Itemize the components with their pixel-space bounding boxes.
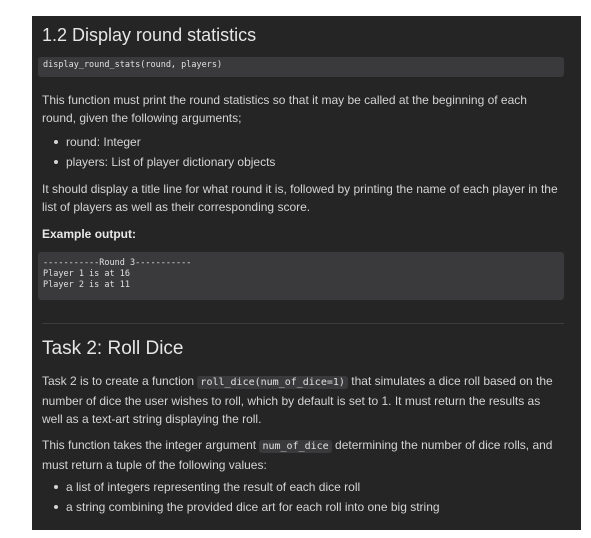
list-item <box>52 498 440 518</box>
arguments-list <box>52 133 275 173</box>
bullet-icon <box>54 160 58 164</box>
example-output-label: Example output: <box>42 227 137 241</box>
list-item <box>52 133 275 153</box>
section-heading-display-round-stats: 1.2 Display round statistics <box>42 25 257 45</box>
task-2-paragraph-2 <box>42 436 564 474</box>
document-page <box>32 16 581 530</box>
return-value-list-of-integers: a list of integers representing the result of each dice roll <box>66 480 361 494</box>
list-item <box>52 153 275 173</box>
list-item <box>52 478 440 498</box>
example-output-code: -----------Round 3----------- Player 1 is at 16 Player 2 is at 11 <box>38 252 564 300</box>
bullet-icon <box>54 140 58 144</box>
roll-dice-signature-code: roll_dice(num_of_dice=1) <box>197 376 348 389</box>
task-2-text: Task 2 is to create a function <box>42 374 198 388</box>
bullet-icon <box>54 505 58 509</box>
section-heading-task-2: Task 2: Roll Dice <box>42 338 184 359</box>
section-divider <box>42 323 564 324</box>
bullet-icon <box>54 485 58 489</box>
return-values-list <box>52 478 440 518</box>
function-signature-code: display_round_stats(round, players) <box>38 57 564 77</box>
description-paragraph: It should display a title line for what round it is, followed by printing the name of each player in the list of players as well as their corresponding score. <box>42 182 558 214</box>
return-value-dice-art-string: a string combining the provided dice art for each roll into one big string <box>66 500 440 514</box>
intro-paragraph: This function must print the round statistics so that it may be called at the beginning of each round, given the following arguments; <box>42 93 527 125</box>
num-of-dice-code: num_of_dice <box>259 440 331 453</box>
task-2-text: determining the number of dice rolls, and must return a tuple of the following values: <box>42 438 553 472</box>
task-2-text: that simulates a dice roll based on the number of dice the user wishes to roll, which by default is set to 1. It must return the results as well as a text-art string displaying the roll. <box>42 374 553 426</box>
argument-round: round: Integer <box>66 135 141 149</box>
task-2-paragraph-1 <box>42 372 564 428</box>
task-2-text: This function takes the integer argument <box>42 438 260 452</box>
argument-players: players: List of player dictionary objects <box>66 155 276 169</box>
